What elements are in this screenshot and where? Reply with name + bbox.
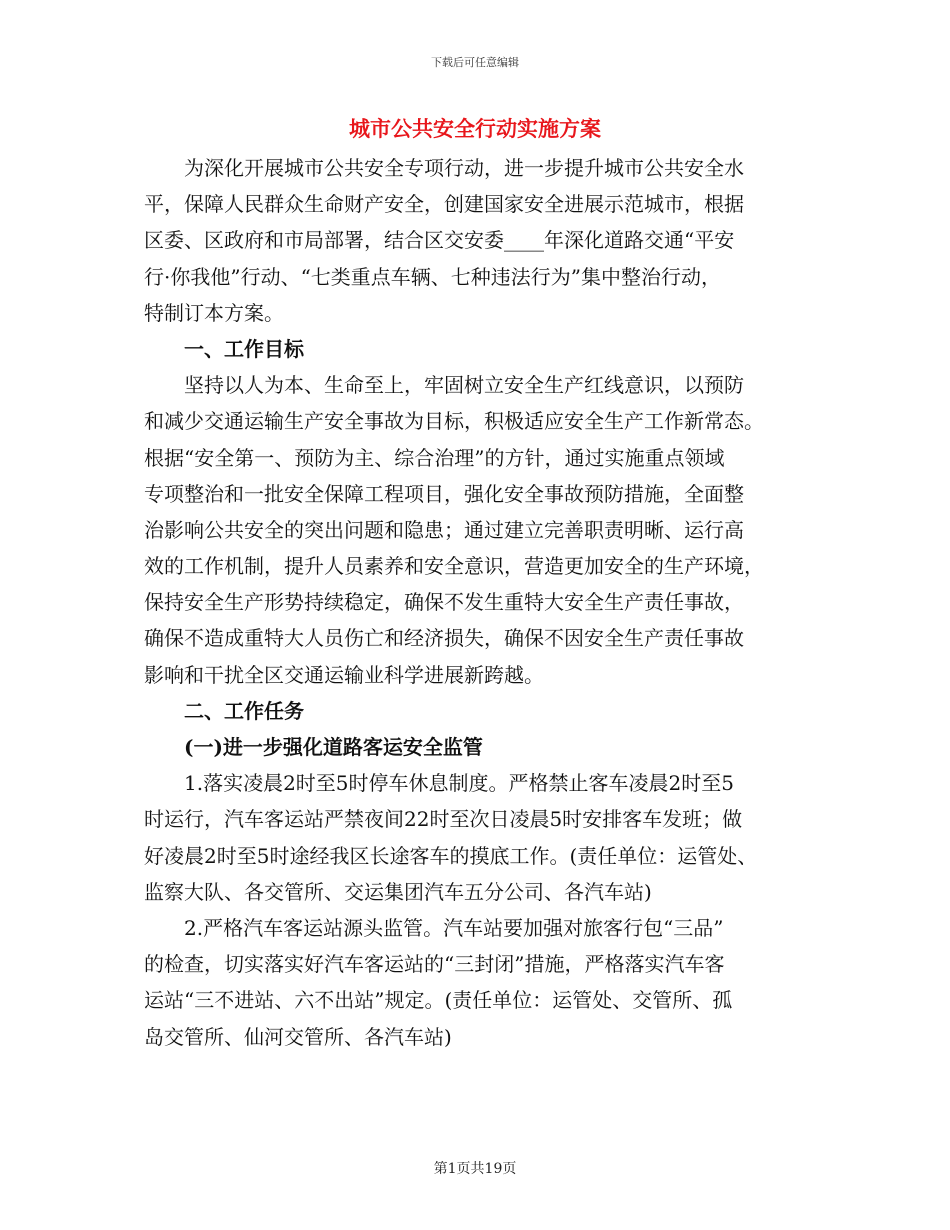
body-line: 根据“安全第一、预防为主、综合治理”的方针，通过实施重点领域	[144, 445, 725, 470]
body-line: 特制订本方案。	[144, 300, 284, 325]
body-line: 2.严格汽车客运站源头监管。汽车站要加强对旅客行包“三品”	[184, 915, 724, 940]
body-line: 岛交管所、仙河交管所、各汽车站)	[144, 1024, 452, 1049]
body-line: 影响和干扰全区交通运输业科学进展新跨越。	[144, 662, 544, 687]
body-line: 和减少交通运输生产安全事故为目标，积极适应安全生产工作新常态。	[144, 409, 764, 434]
body-line: 区委、区政府和市局部署，结合区交安委____年深化道路交通“平安	[144, 228, 735, 253]
body-line: 效的工作机制，提升人员素养和安全意识，营造更加安全的生产环境，	[144, 554, 764, 579]
body-line: 为深化开展城市公共安全专项行动，进一步提升城市公共安全水	[184, 156, 744, 180]
subsection-heading: (一)进一步强化道路客运安全监管	[184, 735, 483, 759]
section-heading: 二、工作任务	[184, 698, 304, 723]
body-line: 时运行，汽车客运站严禁夜间22时至次日凌晨5时安排客车发班；做	[144, 807, 743, 832]
body-line: 运站“三不进站、六不出站”规定。(责任单位：运管处、交管所、孤	[144, 988, 733, 1013]
body-line: 平，保障人民群众生命财产安全，创建国家安全进展示范城市，根据	[144, 192, 744, 217]
body-line: 确保不造成重特大人员伤亡和经济损失，确保不因安全生产责任事故	[144, 626, 744, 651]
body-line: 行·你我他”行动、“七类重点车辆、七种违法行为”集中整治行动，	[144, 264, 722, 289]
body-line: 好凌晨2时至5时途经我区长途客车的摸底工作。(责任单位：运管处、	[144, 843, 758, 868]
body-line: 治影响公共安全的突出问题和隐患；通过建立完善职责明晰、运行高	[144, 517, 744, 542]
section-heading: 一、工作目标	[184, 336, 304, 361]
document-body	[144, 150, 814, 1055]
body-line: 坚持以人为本、生命至上，牢固树立安全生产红线意识，以预防	[184, 373, 744, 398]
page-number: 第1页共19页	[433, 1161, 517, 1177]
document-title: 城市公共安全行动实施方案	[349, 116, 601, 141]
body-line: 1.落实凌晨2时至5时停车休息制度。严格禁止客车凌晨2时至5	[184, 771, 734, 796]
header-note: 下载后可任意编辑	[431, 56, 519, 69]
body-line: 专项整治和一批安全保障工程项目，强化安全事故预防措施，全面整	[144, 481, 744, 506]
body-line: 监察大队、各交管所、交运集团汽车五分公司、各汽车站)	[144, 879, 652, 904]
body-line: 保持安全生产形势持续稳定，确保不发生重特大安全生产责任事故，	[144, 590, 744, 615]
body-line: 的检查，切实落实好汽车客运站的“三封闭”措施，严格落实汽车客	[144, 952, 725, 977]
